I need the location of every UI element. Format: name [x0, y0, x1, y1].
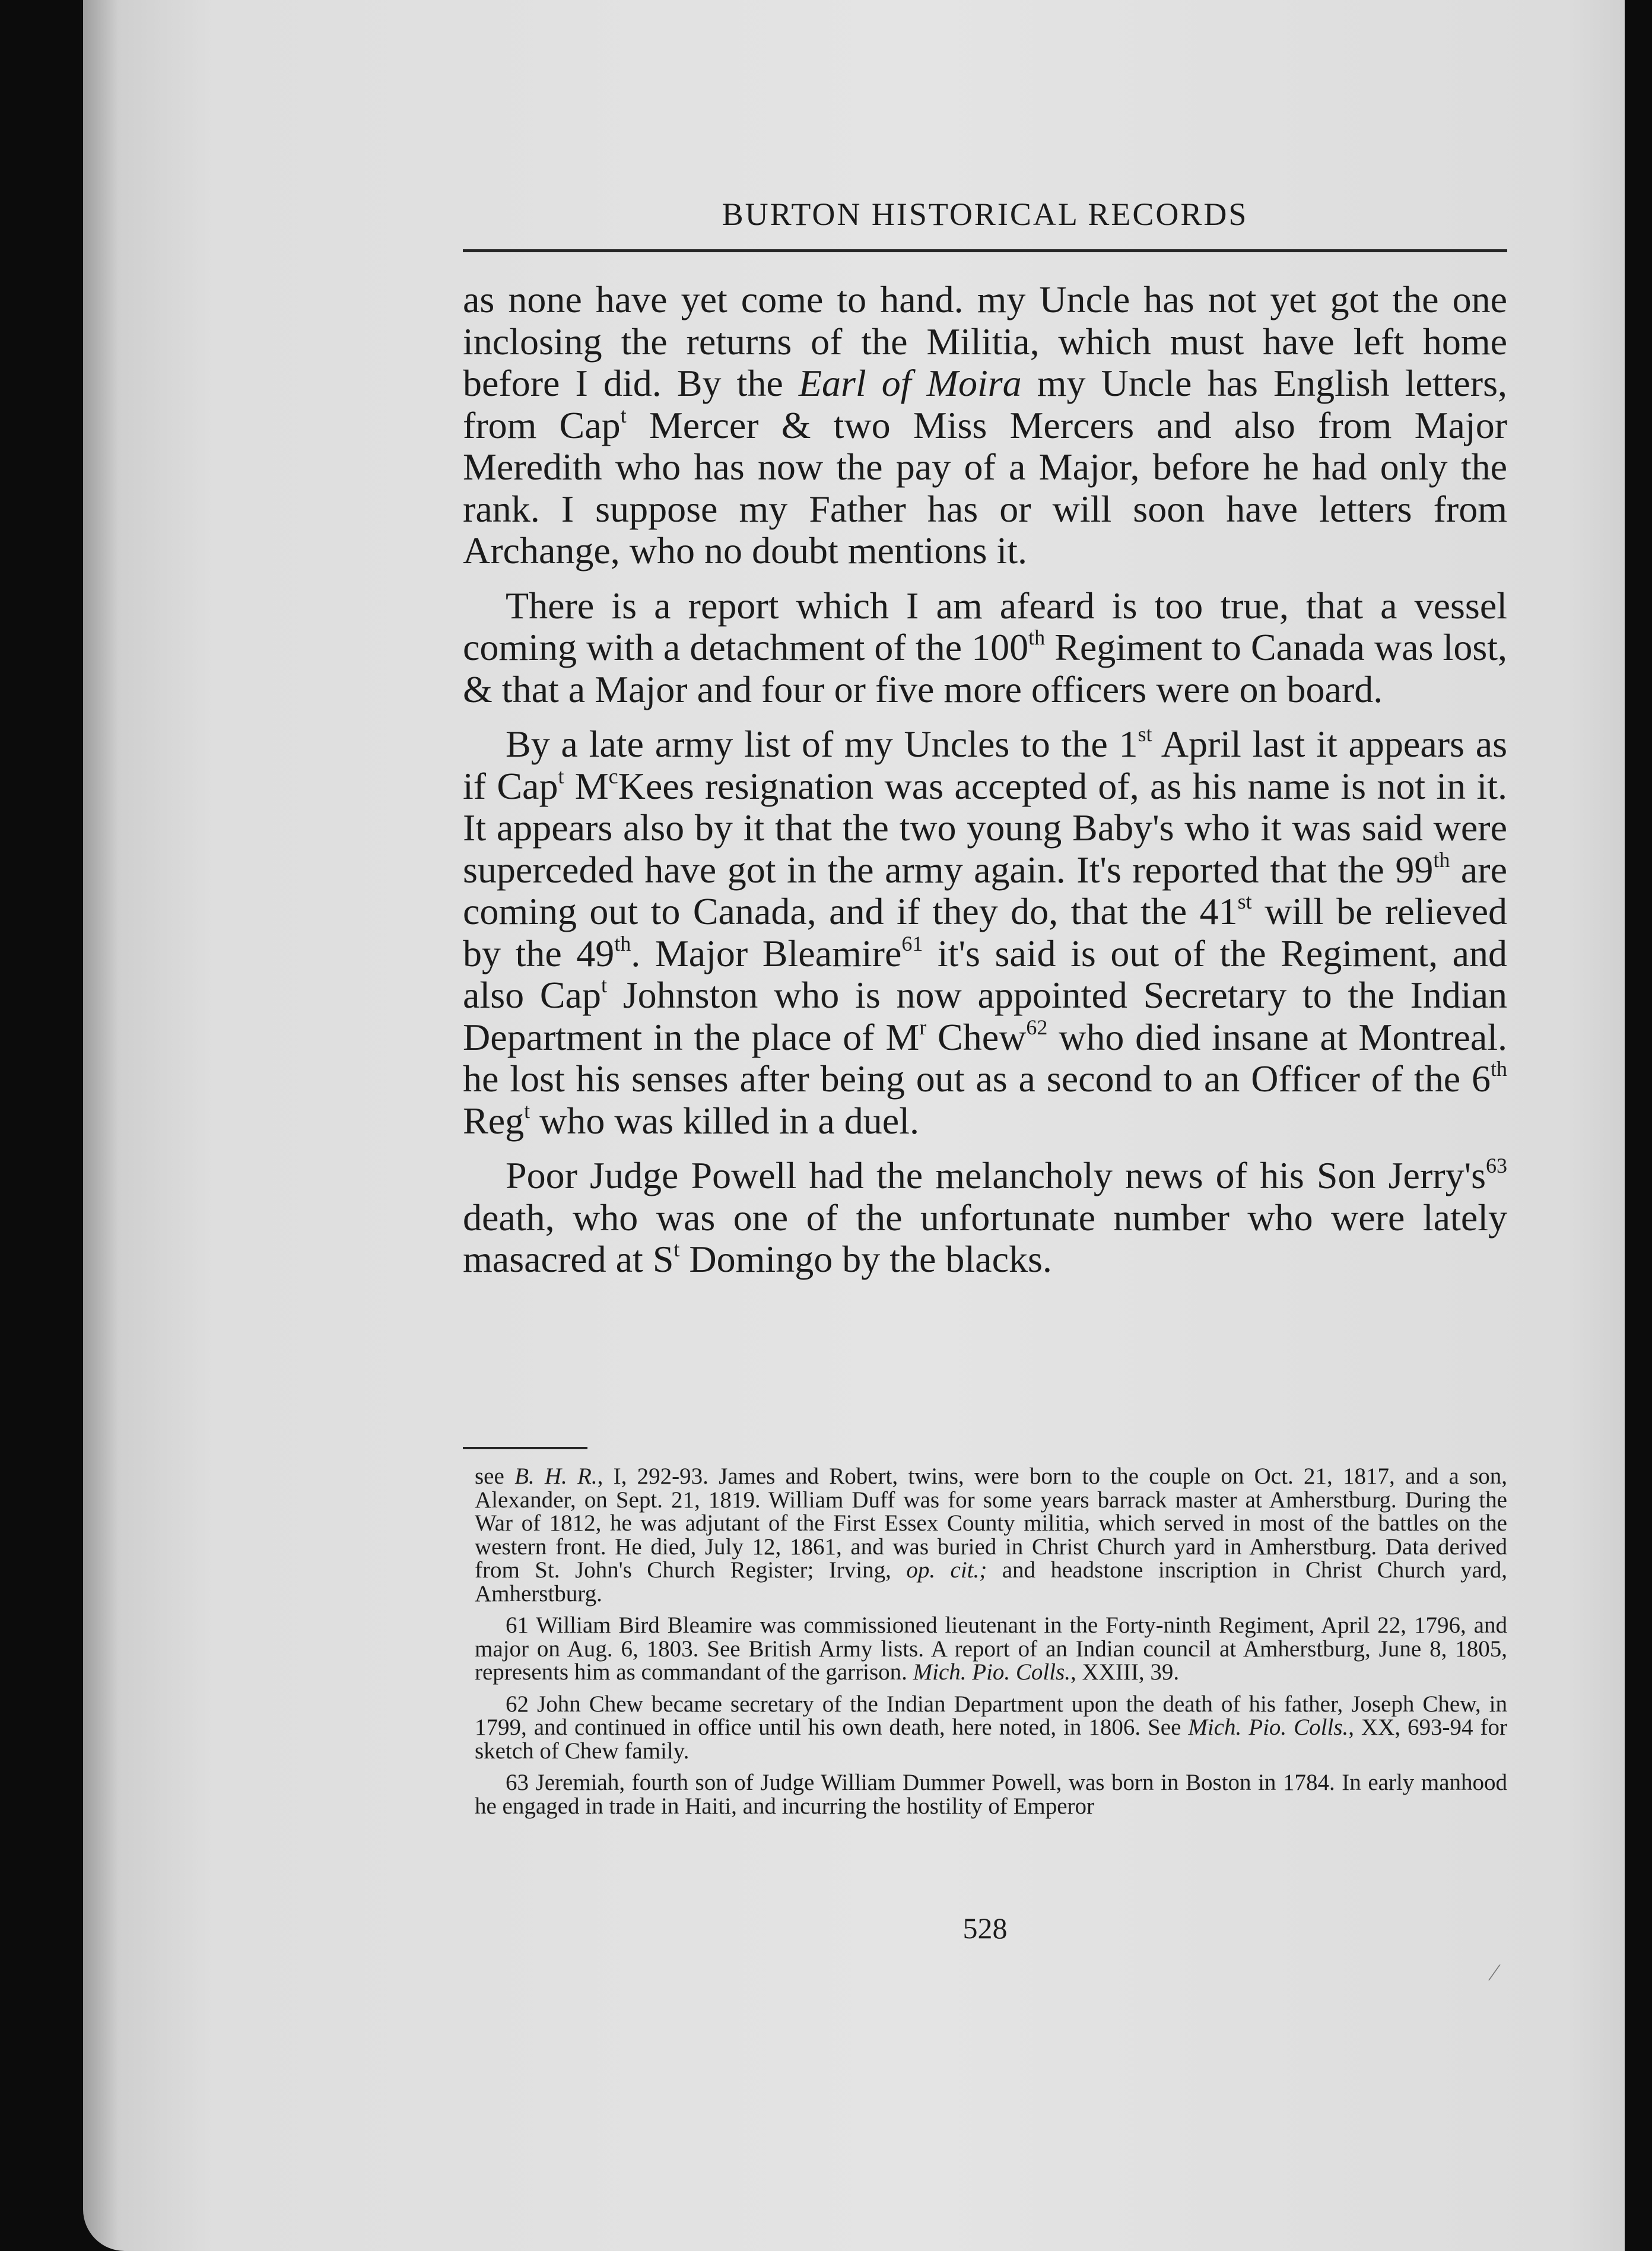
scan-border	[1625, 0, 1652, 2251]
page-number: 528	[962, 1912, 1008, 1945]
footnotes	[475, 1465, 1507, 1826]
footnote-rule	[463, 1447, 587, 1449]
header-rule	[463, 249, 1507, 252]
footnote-63: 63 Jeremiah, fourth son of Judge William Dummer Powell, was born in Boston in 1784. In early manhood he engaged in trade in Haiti, and incurring the hostility of Emperor	[475, 1770, 1507, 1819]
paragraph-2: There is a report which I am afeard is too true, that a vessel coming with a detachment of the 100th Regiment to Canada was lost, & that a Major and four or five more officers were on board.	[463, 584, 1508, 710]
footnote-ref-62: 62	[1026, 1015, 1048, 1039]
footnote-ref-61: 61	[901, 931, 923, 955]
paragraph-1: as none have yet come to hand. my Uncle has not yet got the one inclosing the returns of the Militia, which must have left home before I did. By the Earl of Moira my Uncle has English letters, from Cap$^t$ Mercer & two Miss Mercers and also from Major Meredith who has now the pay of a Major, before he had only the rank. I suppose my Father has or will soon have letters from Archange, who no doubt mentions it.	[463, 278, 1508, 572]
footnote-62: 62 John Chew became secretary of the Indian Department upon the death of his father, Joseph Chew, in 1799, and continued in office until his own death, here noted, in 1806. See Mich. Pio. Colls., XX, 693-94 for sketch of Chew family.	[475, 1691, 1507, 1764]
running-title: BURTON HISTORICAL RECORDS	[722, 196, 1248, 232]
paragraph-3: By a late army list of my Uncles to the 1st April last it appears as if Cap$^t$ $M^cKees$ resignation was accepted of, as his name is not in it. It appears also by it that the two young Baby's who it was said were superceded have got in the army again. It's reported that the 99th are coming out to Canada, and if they do, that the 41st will be relieved by the 49th. Major Bleamire$^{61}$ it's said is out of the Regiment, and also Cap$^t$ Johnston who is now appointed Secretary to the Indian Department in the place of $M^r$ Chew$^{62}$ who died insane at Montreal. he lost his senses after being out as a second to an Officer of the 6th Reg$^t$ who was killed in a duel.	[463, 722, 1508, 1142]
body-text	[463, 279, 1507, 1294]
margin-mark: ⁄	[1492, 1959, 1497, 1986]
footnote-61: 61 William Bird Bleamire was commissioned lieutenant in the Forty-ninth Regiment, April 22, 1796, and major on Aug. 6, 1803. See British Army lists. A report of an Indian council at Amherstburg, June 8, 1805, represents him as commandant of the garrison. Mich. Pio. Colls., XXIII, 39.	[475, 1612, 1507, 1685]
footnote-continued: see B. H. R., I, 292-93. James and Robert, twins, were born to the couple on Oct. 21, 1817, and a son, Alexander, on Sept. 21, 1819. William Duff was for some years barrack master at Amherstburg. During the War of 1812, he was adjutant of the First Essex County militia, which served in most of the battles on the western front. He died, July 12, 1861, and was buried in Christ Church yard in Amherstburg. Data derived from St. John's Church Register; Irving, op. cit.; and headstone inscription in Christ Church yard, Amherstburg.	[475, 1463, 1508, 1607]
footnote-ref-63: 63	[1486, 1154, 1507, 1177]
paragraph-4: Poor Judge Powell had the melancholy news of his Son $Jerry's^{63}$ death, who was one of the unfortunate number who were lately masacred at $S^t$ Domingo by the blacks.	[463, 1154, 1507, 1280]
ship-name: Earl of Moira	[798, 362, 1022, 404]
